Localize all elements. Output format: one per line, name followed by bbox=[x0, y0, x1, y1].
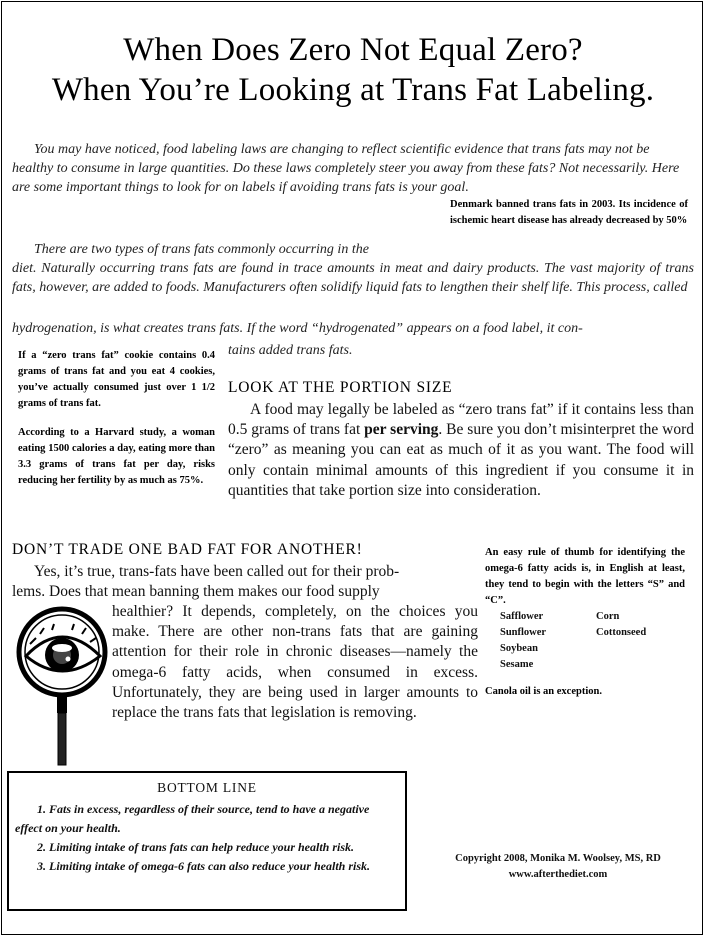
oil-item: Sunflower bbox=[500, 627, 547, 638]
oil-list bbox=[500, 609, 692, 673]
trade-line-2: lems. Does that mean banning them makes our food supply bbox=[12, 583, 380, 600]
intro-paragraph-2b: diet. Naturally occurring trans fats are found in trace amounts in meat and dairy products. The vast majority of trans fats, however, are added to foods. Manufacturers often solidify liquid fats to lengthen their shelf life. This process, called bbox=[12, 261, 694, 295]
magnifier-eye-icon bbox=[16, 600, 108, 768]
bottom-line-item: 1. Fats in excess, regardless of their source, tend to have a negative effect on your health. bbox=[15, 802, 370, 835]
portion-text-post: . Be sure you don’t misinterpret the word “zero” as meaning you can eat as much of it as you want. The food will only contain minimal amounts of this ingredient if you consume it in quantities that take portion size into consideration. bbox=[228, 421, 694, 499]
sidenote-denmark: Denmark banned trans fats in 2003. Its incidence of ischemic heart disease has already decreased by 50% bbox=[450, 197, 688, 229]
sidenote-harvard: According to a Harvard study, a woman eating 1500 calories a day, eating more than 3.3 grams of trans fat per day, risks reducing her fertility by as much as 75%. bbox=[18, 427, 215, 486]
sidenote-cookie: If a “zero trans fat” cookie contains 0.4 grams of trans fat and you eat 4 cookies, you’ve actually consumed just over 1 1/2 grams of trans fat. bbox=[18, 350, 215, 409]
website-line: www.afterthediet.com bbox=[508, 869, 608, 880]
bottom-line-item: 2. Limiting intake of trans fats can help reduce your health risk. bbox=[37, 840, 355, 854]
copyright bbox=[420, 851, 696, 883]
sidenote-canola: Canola oil is an exception. bbox=[485, 686, 602, 697]
sidenote-rule-of-thumb: An easy rule of thumb for identifying the omega-6 fatty acids is, in English at least, they tend to begin with the letters “S” and “C”. bbox=[485, 547, 685, 606]
oil-item: Cottonseed bbox=[596, 627, 647, 638]
trade-rest: healthier? It depends, completely, on the choices you make. There are other non-trans fats that are gaining attention for their role in chronic diseases—namely the omega-6 fatty acids, when consumed in excess. Unfortunately, they are being used in larger amounts to replace the trans fats that legislation is removing. bbox=[112, 603, 478, 722]
oil-item: Soybean bbox=[500, 643, 538, 654]
page-title-line-2: When You’re Looking at Trans Fat Labeling. bbox=[51, 72, 655, 108]
oil-item: Corn bbox=[596, 611, 620, 622]
bottom-line-box bbox=[7, 771, 407, 911]
oil-item: Safflower bbox=[500, 611, 544, 622]
page-title-line-1: When Does Zero Not Equal Zero? bbox=[123, 32, 583, 68]
portion-body bbox=[228, 400, 694, 501]
portion-text-pre: A food may legally be labeled as “zero trans fat” if it contains less than 0.5 grams of trans fat bbox=[228, 401, 694, 439]
intro-paragraph-2a: There are two types of trans fats commonly occurring in the bbox=[34, 242, 369, 257]
trade-line-1: Yes, it’s true, trans-fats have been called out for their prob- bbox=[34, 563, 400, 580]
intro-paragraph-2d: tains added trans fats. bbox=[228, 343, 353, 358]
portion-text-bold: per serving bbox=[364, 421, 439, 439]
bottom-line-heading: BOTTOM LINE bbox=[157, 780, 257, 795]
copyright-line: Copyright 2008, Monika M. Woolsey, MS, RD bbox=[455, 853, 661, 864]
trade-heading: DON’T TRADE ONE BAD FAT FOR ANOTHER! bbox=[12, 541, 363, 558]
portion-heading: LOOK AT THE PORTION SIZE bbox=[228, 379, 453, 396]
intro-paragraph-2c: hydrogenation, is what creates trans fats. If the word “hydrogenated” appears on a food label, it con- bbox=[12, 321, 583, 336]
intro-paragraph-1 bbox=[12, 140, 694, 197]
oil-item: Sesame bbox=[500, 659, 534, 670]
bottom-line-item: 3. Limiting intake of omega-6 fats can also reduce your health risk. bbox=[37, 859, 371, 873]
intro-text-1: You may have noticed, food labeling laws are changing to reflect scientific evidence that trans fats may not be healthy to consume in large quantities. Do these laws completely steer you away from these fats? Not necessarily. Here are some important things to look for on labels if avoiding trans fats is your goal. bbox=[12, 142, 680, 195]
